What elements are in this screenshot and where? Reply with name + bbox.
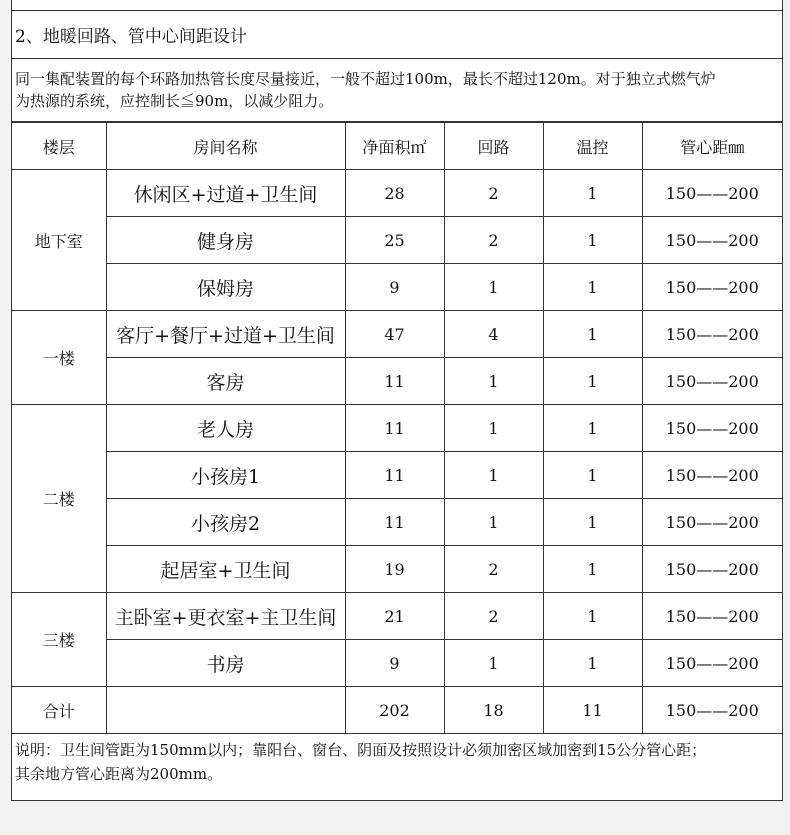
header-temp-control: 温控 [543,123,642,170]
area-cell: 9 [345,640,444,687]
room-cell: 客厅+餐厅+过道+卫生间 [106,311,345,358]
header-loops: 回路 [444,123,543,170]
temp-cell: 1 [543,217,642,264]
area-cell: 11 [345,358,444,405]
total-temp: 11 [543,687,642,734]
table-row [12,170,782,217]
loops-cell: 1 [444,405,543,452]
top-border-strip [12,0,782,11]
temp-cell: 1 [543,499,642,546]
area-cell: 19 [345,546,444,593]
header-pipe-spacing: 管心距㎜ [642,123,782,170]
area-cell: 9 [345,264,444,311]
area-cell: 25 [345,217,444,264]
room-cell: 保姆房 [106,264,345,311]
total-room-cell [106,687,345,734]
document-page [11,0,783,801]
intro-paragraph [12,59,782,122]
temp-cell: 1 [543,311,642,358]
loops-cell: 1 [444,264,543,311]
temp-cell: 1 [543,452,642,499]
spacing-cell: 150——200 [642,546,782,593]
area-cell: 28 [345,170,444,217]
loops-cell: 2 [444,217,543,264]
area-cell: 11 [345,405,444,452]
note-line-2: 其余地方管心距离为200mm。 [15,765,223,783]
spacing-cell: 150——200 [642,170,782,217]
loops-cell: 1 [444,640,543,687]
floor-cell: 二楼 [12,405,106,593]
total-label: 合计 [12,687,106,734]
total-row [12,687,782,734]
room-cell: 休闲区+过道+卫生间 [106,170,345,217]
table-row [12,640,782,687]
table-row [12,217,782,264]
spacing-cell: 150——200 [642,640,782,687]
spacing-cell: 150——200 [642,499,782,546]
spacing-cell: 150——200 [642,311,782,358]
spacing-cell: 150——200 [642,217,782,264]
table-row [12,452,782,499]
loops-cell: 4 [444,311,543,358]
note-line-1: 说明：卫生间管距为150mm以内；靠阳台、窗台、阴面及按照设计必须加密区域加密到15公分管心距； [15,741,707,759]
temp-cell: 1 [543,546,642,593]
loops-cell: 2 [444,593,543,640]
table-row [12,264,782,311]
area-cell: 21 [345,593,444,640]
note-paragraph [12,734,782,786]
room-cell: 起居室+卫生间 [106,546,345,593]
area-cell: 11 [345,499,444,546]
table-row [12,546,782,593]
spacing-cell: 150——200 [642,264,782,311]
temp-cell: 1 [543,640,642,687]
header-room-name: 房间名称 [106,123,345,170]
room-cell: 老人房 [106,405,345,452]
temp-cell: 1 [543,593,642,640]
total-area: 202 [345,687,444,734]
floor-cell: 一楼 [12,311,106,405]
header-net-area: 净面积㎡ [345,123,444,170]
spacing-cell: 150——200 [642,358,782,405]
floor-cell: 地下室 [12,170,106,311]
header-floor: 楼层 [12,123,106,170]
spacing-cell: 150——200 [642,593,782,640]
intro-line-2: 为热源的系统，应控制长≦90m，以减少阻力。 [15,92,334,110]
temp-cell: 1 [543,405,642,452]
table-header-row [12,123,782,170]
total-loops: 18 [444,687,543,734]
floor-cell: 三楼 [12,593,106,687]
section-title: 2、地暖回路、管中心间距设计 [12,11,782,59]
table-row [12,499,782,546]
table-row [12,311,782,358]
area-cell: 11 [345,452,444,499]
room-cell: 主卧室+更衣室+主卫生间 [106,593,345,640]
heating-loop-table [12,122,782,734]
total-spacing: 150——200 [642,687,782,734]
loops-cell: 2 [444,546,543,593]
room-cell: 客房 [106,358,345,405]
temp-cell: 1 [543,170,642,217]
room-cell: 小孩房1 [106,452,345,499]
loops-cell: 2 [444,170,543,217]
temp-cell: 1 [543,264,642,311]
spacing-cell: 150——200 [642,452,782,499]
temp-cell: 1 [543,358,642,405]
loops-cell: 1 [444,499,543,546]
table-row [12,358,782,405]
loops-cell: 1 [444,358,543,405]
loops-cell: 1 [444,452,543,499]
intro-line-1: 同一集配装置的每个环路加热管长度尽量接近，一般不超过100m，最长不超过120m。对于独立式燃气炉 [15,70,716,88]
table-row [12,593,782,640]
area-cell: 47 [345,311,444,358]
room-cell: 小孩房2 [106,499,345,546]
room-cell: 书房 [106,640,345,687]
room-cell: 健身房 [106,217,345,264]
spacing-cell: 150——200 [642,405,782,452]
table-row [12,405,782,452]
